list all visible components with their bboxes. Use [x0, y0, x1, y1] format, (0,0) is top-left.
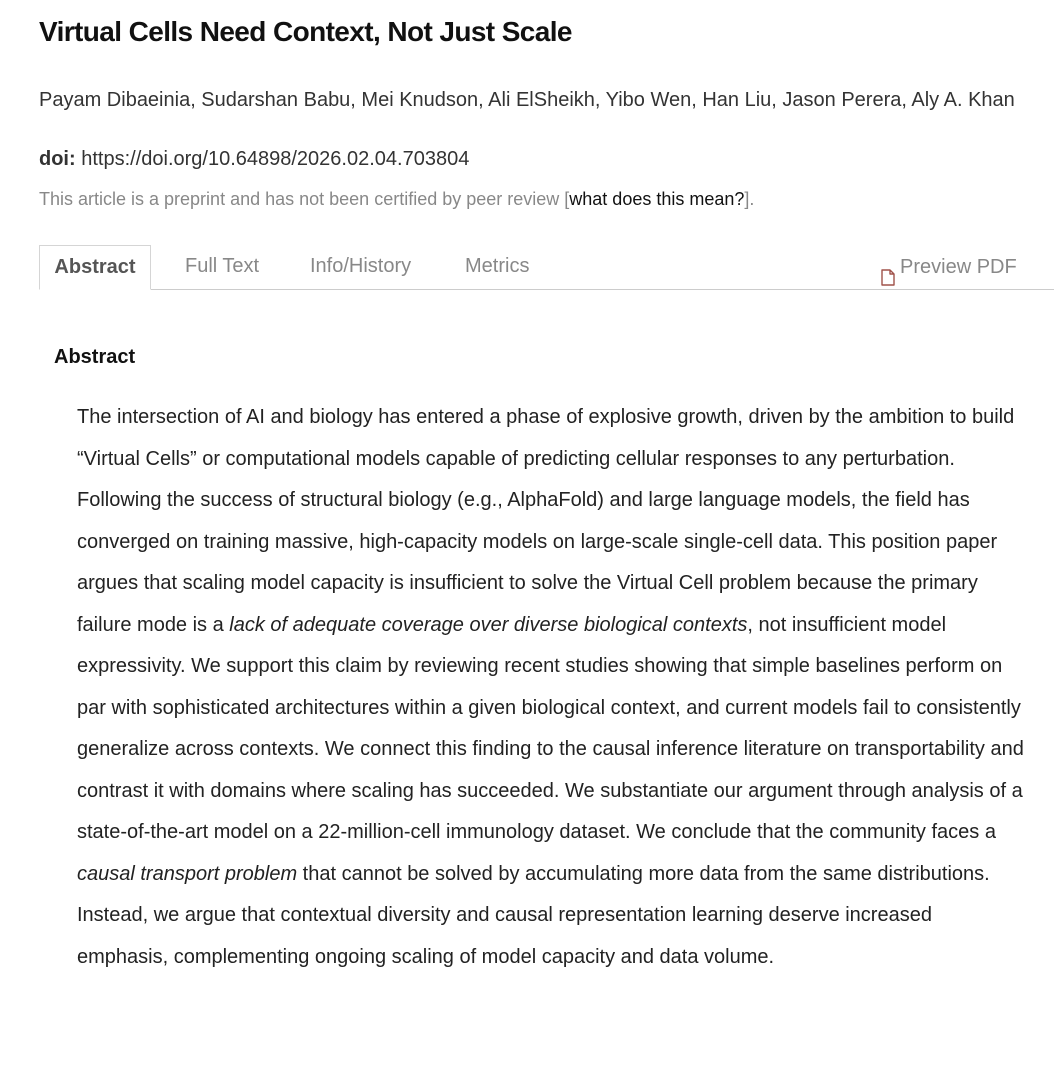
abstract-text-run: that cannot be solved by accumulating more data from the same distributions. Instead, we argue that contextual diversity and causal representation learning deserve increased emphasis, complementing ongoing scaling of model capacity and data volume. — [77, 862, 990, 968]
doi-line — [39, 148, 469, 171]
tab-full-text[interactable]: Full Text — [185, 255, 260, 277]
file-icon — [881, 259, 895, 276]
preprint-notice-text: This article is a preprint and has not been certified by peer review [ — [39, 189, 570, 209]
doi-value[interactable]: https://doi.org/10.64898/2026.02.04.703804 — [81, 148, 470, 170]
abstract-text-run: The intersection of AI and biology has entered a phase of explosive growth, driven by the ambition to build “Virtual Cells” or computational models capable of predicting cellular responses to any perturbation. Following the success of structural biology (e.g., AlphaFold) and large language models, the field has converged on training massive, high-capacity models on large-scale single-cell data. This position paper argues that scaling model capacity is insufficient to solve the Virtual Cell problem because the primary failure mode is a — [77, 406, 1015, 636]
preprint-notice-end: ]. — [744, 189, 755, 209]
author-list: Payam Dibaeinia, Sudarshan Babu, Mei Knudson, Ali ElSheikh, Yibo Wen, Han Liu, Jason Perera, Aly A. Khan — [39, 89, 1015, 111]
what-does-this-mean-link[interactable]: what does this mean? — [569, 189, 745, 209]
tab-metrics[interactable]: Metrics — [465, 255, 530, 277]
abstract-text-run: , not insufficient model expressivity. We support this claim by reviewing recent studies showing that simple baselines perform on par with sophisticated architectures within a given biological context, and current models fail to consistently generalize across contexts. We connect this finding to the causal inference literature on transportability and contrast it with domains where scaling has succeeded. We substantiate our argument through analysis of a state-of-the-art model on a 22-million-cell immunology dataset. We conclude that the community faces a — [77, 613, 1024, 843]
tab-info-history[interactable]: Info/History — [310, 255, 412, 277]
article-title: Virtual Cells Need Context, Not Just Scale — [39, 16, 572, 47]
preview-pdf-label: Preview PDF — [900, 256, 1017, 278]
abstract-emphasis: causal transport problem — [77, 862, 298, 885]
article-tabs — [39, 245, 1054, 290]
doi-label: doi: — [39, 148, 76, 170]
abstract-text — [77, 397, 1027, 978]
preview-pdf-button[interactable] — [881, 245, 1017, 289]
abstract-heading: Abstract — [54, 346, 136, 368]
abstract-emphasis: lack of adequate coverage over diverse biological contexts — [229, 613, 748, 636]
preprint-notice — [39, 189, 754, 210]
tab-abstract[interactable]: Abstract — [39, 245, 151, 290]
